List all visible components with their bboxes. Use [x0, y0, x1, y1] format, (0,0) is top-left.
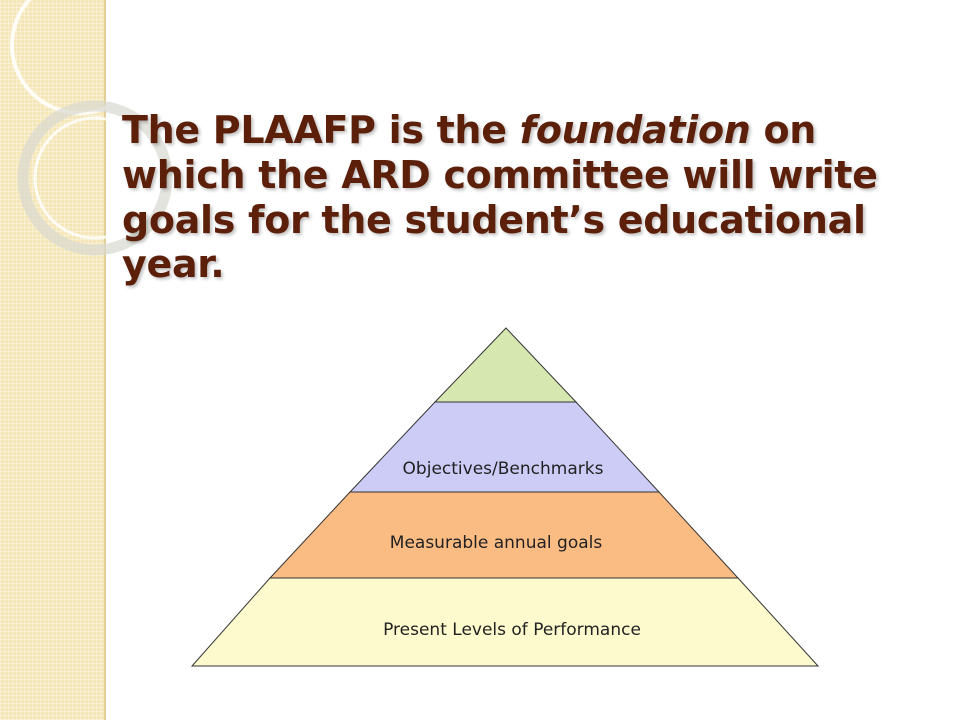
decorative-side-band	[0, 0, 106, 720]
title-text-after: on which the ARD committee will write goals for the student’s educational year.	[122, 108, 878, 287]
slide-title	[122, 108, 912, 287]
pyramid-tier-top	[435, 328, 576, 402]
pyramid-diagram	[190, 326, 820, 668]
tier-label-present-levels: Present Levels of Performance	[383, 620, 641, 640]
title-emphasis: foundation	[519, 108, 751, 152]
tier-label-annual-goals: Measurable annual goals	[389, 533, 603, 553]
title-text-before: The PLAAFP is the	[122, 108, 520, 152]
tier-label-objectives: Objectives/Benchmarks	[402, 459, 604, 479]
